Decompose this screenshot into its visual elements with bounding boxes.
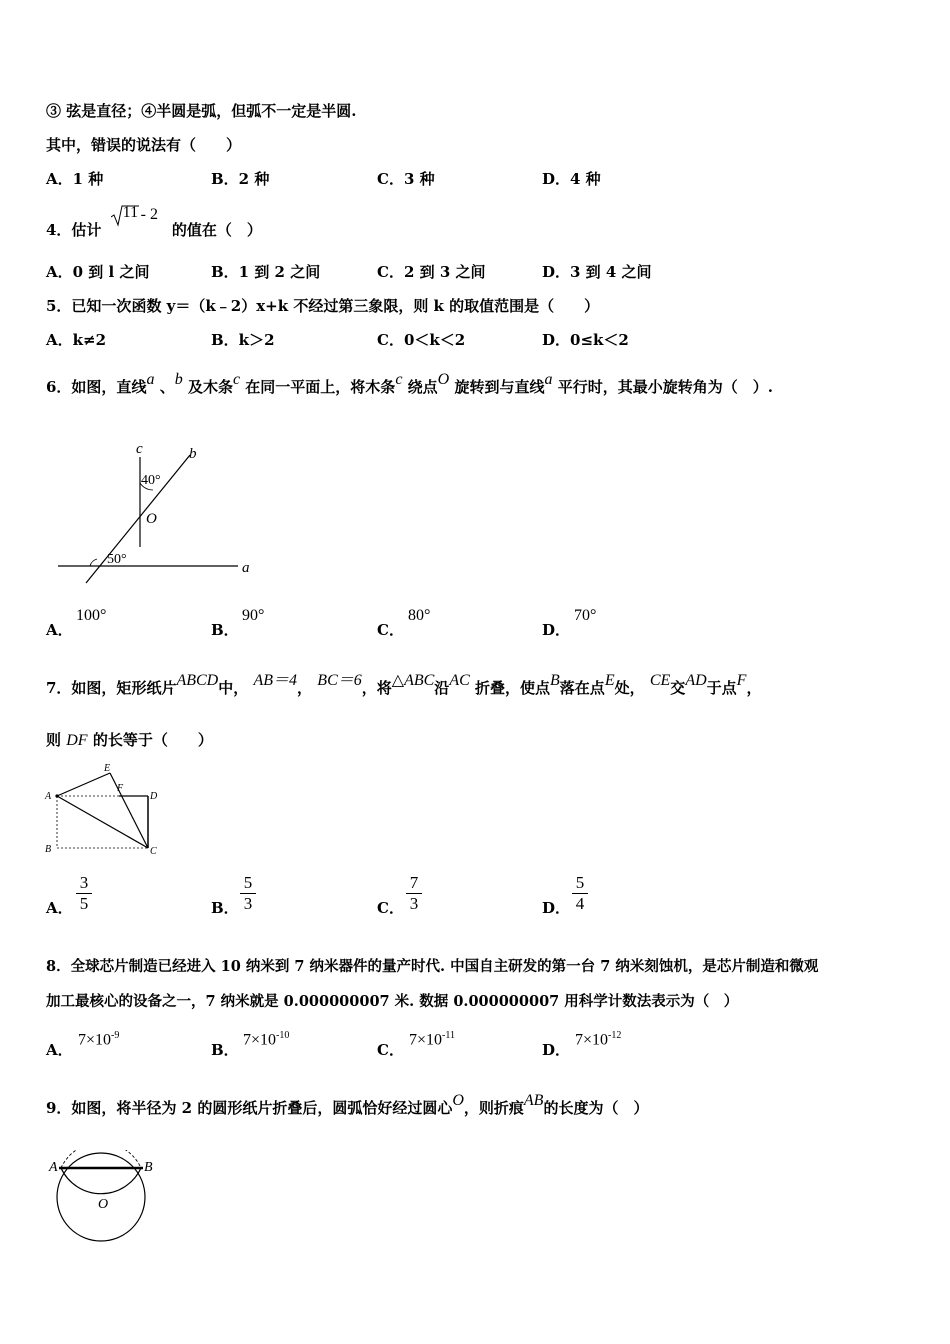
- q7-text-8: 处，: [614, 679, 645, 697]
- q6-angle-arc-bottom: [90, 559, 97, 566]
- q3-option-b: B．2 种: [211, 170, 270, 188]
- q4-suffix: 的值在（ ）: [171, 221, 262, 239]
- q7-label-a: A: [45, 791, 52, 802]
- q7-label-b: B: [45, 844, 52, 855]
- q8-option-a-base: 7×10: [78, 1031, 112, 1049]
- q8-option-b-base: 7×10: [243, 1031, 277, 1049]
- q7-math-df: DF: [66, 732, 88, 749]
- q8-option-d-value: [575, 1030, 621, 1049]
- q7-line2-pre: 则: [46, 731, 62, 749]
- q4-prefix: 4．估计: [46, 221, 102, 239]
- q7-text-5: 沿: [434, 679, 450, 697]
- q7-label-c: C: [150, 846, 157, 857]
- q5-option-c: C．0＜k＜2: [377, 331, 466, 349]
- q6-angle-50: 50°: [107, 552, 127, 567]
- q6-text-5: 旋转到与直线: [454, 378, 545, 396]
- q6-text-4: 绕点: [407, 378, 438, 396]
- q9-label-o: O: [98, 1197, 109, 1212]
- q3-option-d: D．4 种: [542, 170, 601, 188]
- q3-line2: 其中，错误的说法有（ ）: [46, 136, 242, 154]
- q6-var-o: O: [437, 371, 450, 388]
- q7-option-d-letter: D．: [542, 899, 571, 917]
- q6-option-d-value: 70°: [574, 607, 597, 624]
- q6-label-o: O: [146, 511, 157, 527]
- q4-expression: [107, 204, 167, 235]
- q6-stem: [46, 371, 773, 398]
- q7-math-bc: BC＝6: [317, 672, 362, 689]
- q8-option-d-exp: -12: [608, 1030, 622, 1041]
- q5-option-a: A．k≠2: [46, 331, 107, 349]
- q7-option-c-letter: C．: [377, 899, 404, 917]
- q7-option-b-den: 3: [243, 894, 253, 913]
- q7-option-a-letter: A．: [46, 899, 73, 917]
- q6-option-b-value: 90°: [242, 607, 265, 624]
- q8-option-d-base: 7×10: [575, 1031, 609, 1049]
- q7-option-a-den: 5: [79, 894, 89, 913]
- q7-math-ac: AC: [449, 672, 470, 689]
- q9-text-2: ，则折痕: [463, 1099, 524, 1117]
- q3-line1: ③ 弦是直径；④半圆是弧，但弧不一定是半圆.: [46, 102, 357, 120]
- q7-option-c-fraction: [406, 873, 422, 914]
- q8-option-a-letter: A．: [46, 1041, 73, 1059]
- q8-line2: 加工最核心的设备之一，7 纳米就是 0.000000007 米. 数据 0.000000007 用科学计数法表示为（ ）: [46, 993, 739, 1010]
- q6-angle-40: 40°: [141, 473, 161, 488]
- q9-stem: [46, 1092, 649, 1119]
- q7-option-c-num: 7: [406, 873, 422, 894]
- q4-option-b: B．1 到 2 之间: [211, 263, 321, 281]
- q5-stem: 5．已知一次函数 y＝（k﹣2）x+k 不经过第三象限，则 k 的取值范围是（ ）: [46, 297, 600, 315]
- q7-math-ab: AB＝4: [253, 672, 298, 689]
- q4-option-d: D．3 到 4 之间: [542, 263, 652, 281]
- q6-text-2: 及木条: [187, 378, 233, 396]
- q7-option-a-num: 3: [76, 873, 92, 894]
- q7-figure: [42, 760, 172, 860]
- q7-text-2: 中，: [218, 679, 249, 697]
- q6-var-c: c: [232, 371, 241, 388]
- q9-figure: [45, 1150, 165, 1250]
- q8-option-c-base: 7×10: [409, 1031, 443, 1049]
- q7-text-1: 7．如图，矩形纸片: [46, 679, 177, 697]
- q6-figure: [50, 435, 270, 585]
- q8-option-b-letter: B．: [211, 1041, 239, 1059]
- q9-text-1: 9．如图，将半径为 2 的圆形纸片折叠后，圆弧恰好经过圆心: [46, 1099, 453, 1117]
- q4-option-c: C．2 到 3 之间: [377, 263, 486, 281]
- q6-var-b: b: [174, 371, 183, 388]
- q6-label-a: a: [242, 560, 250, 576]
- q4-stem: [46, 204, 262, 240]
- q8-option-c-exp: -11: [442, 1030, 455, 1041]
- q7-option-c-den: 3: [409, 894, 419, 913]
- q6-var-a: a: [146, 371, 155, 388]
- q7-stem: [46, 672, 762, 699]
- q7-text-9: 交: [670, 679, 686, 697]
- q7-text-7: 落在点: [559, 679, 605, 697]
- q7-math-ad: AD: [685, 672, 707, 689]
- q4-option-a: A．0 到 l 之间: [46, 263, 150, 281]
- q9-label-a: A: [49, 1160, 58, 1175]
- q8-option-b-value: [243, 1030, 289, 1049]
- q6-text-3: 在同一平面上，将木条: [245, 378, 396, 396]
- q8-option-a-value: [78, 1030, 119, 1049]
- q8-option-c-letter: C．: [377, 1041, 404, 1059]
- q7-text-11: ，: [746, 679, 762, 697]
- q7-label-f: F: [117, 783, 124, 794]
- q7-option-b-letter: B．: [211, 899, 239, 917]
- q7-option-d-num: 5: [572, 873, 588, 894]
- q9-math-ab: AB: [523, 1092, 544, 1109]
- q6-option-d-letter: D．: [542, 621, 571, 639]
- q3-option-c: C．3 种: [377, 170, 435, 188]
- q7-math-ce: CE: [649, 672, 671, 689]
- q4-radicand: 11: [122, 204, 139, 221]
- q6-option-a-value: 100°: [76, 607, 107, 624]
- q7-math-b: B: [550, 672, 560, 689]
- q5-option-b: B．k＞2: [211, 331, 275, 349]
- q9-math-o: O: [452, 1092, 464, 1109]
- q8-option-a-exp: -9: [111, 1030, 120, 1041]
- q9-folded-arc: [61, 1168, 141, 1194]
- q6-option-c-value: 80°: [408, 607, 431, 624]
- q6-label-c: c: [136, 441, 143, 457]
- q8-option-b-exp: -10: [276, 1030, 290, 1041]
- q6-var-c2: c: [395, 371, 403, 388]
- q7-text-3: ，: [297, 679, 313, 697]
- q7-option-d-fraction: [572, 873, 588, 914]
- q6-text-6: 平行时，其最小旋转角为（ ）.: [557, 378, 773, 396]
- q6-text-1: 6．如图，直线: [46, 378, 147, 396]
- q9-label-b: B: [144, 1160, 153, 1175]
- q8-line1: 8．全球芯片制造已经进入 10 纳米到 7 纳米器件的量产时代. 中国自主研发的第一台 7 纳米刻蚀机，是芯片制造和微观: [46, 958, 819, 975]
- q6-option-a-letter: A．: [46, 621, 73, 639]
- q6-label-b: b: [189, 446, 197, 462]
- q6-option-b-letter: B．: [211, 621, 239, 639]
- q6-option-c-letter: C．: [377, 621, 404, 639]
- q7-line2-post: 的长等于（ ）: [92, 731, 213, 749]
- q7-label-e: E: [104, 763, 111, 774]
- q7-math-triangle: △ABC: [391, 672, 435, 689]
- q7-text-6: 折叠，使点: [475, 679, 551, 697]
- q6-line-b: [86, 455, 190, 583]
- q8-option-d-letter: D．: [542, 1041, 571, 1059]
- q8-option-c-value: [409, 1030, 455, 1049]
- q7-option-b-fraction: [240, 873, 256, 914]
- q6-var-a2: a: [544, 371, 553, 388]
- q9-text-3: 的长度为（ ）: [543, 1099, 649, 1117]
- q3-option-a: A．1 种: [46, 170, 104, 188]
- q5-option-d: D．0≤k＜2: [542, 331, 629, 349]
- q6-sep: 、: [159, 378, 175, 396]
- q7-math-e: E: [604, 672, 615, 689]
- q7-text-10: 于点: [706, 679, 737, 697]
- q7-math-abcd: ABCD: [176, 672, 219, 689]
- q7-label-d: D: [150, 791, 158, 802]
- q7-text-4: ，将: [361, 679, 392, 697]
- q4-minus-two: - 2: [140, 206, 158, 223]
- q7-option-d-den: 4: [575, 894, 585, 913]
- q7-line2: [46, 730, 213, 751]
- q7-option-a-fraction: [76, 873, 92, 914]
- q7-math-f: F: [736, 672, 747, 689]
- q7-option-b-num: 5: [240, 873, 256, 894]
